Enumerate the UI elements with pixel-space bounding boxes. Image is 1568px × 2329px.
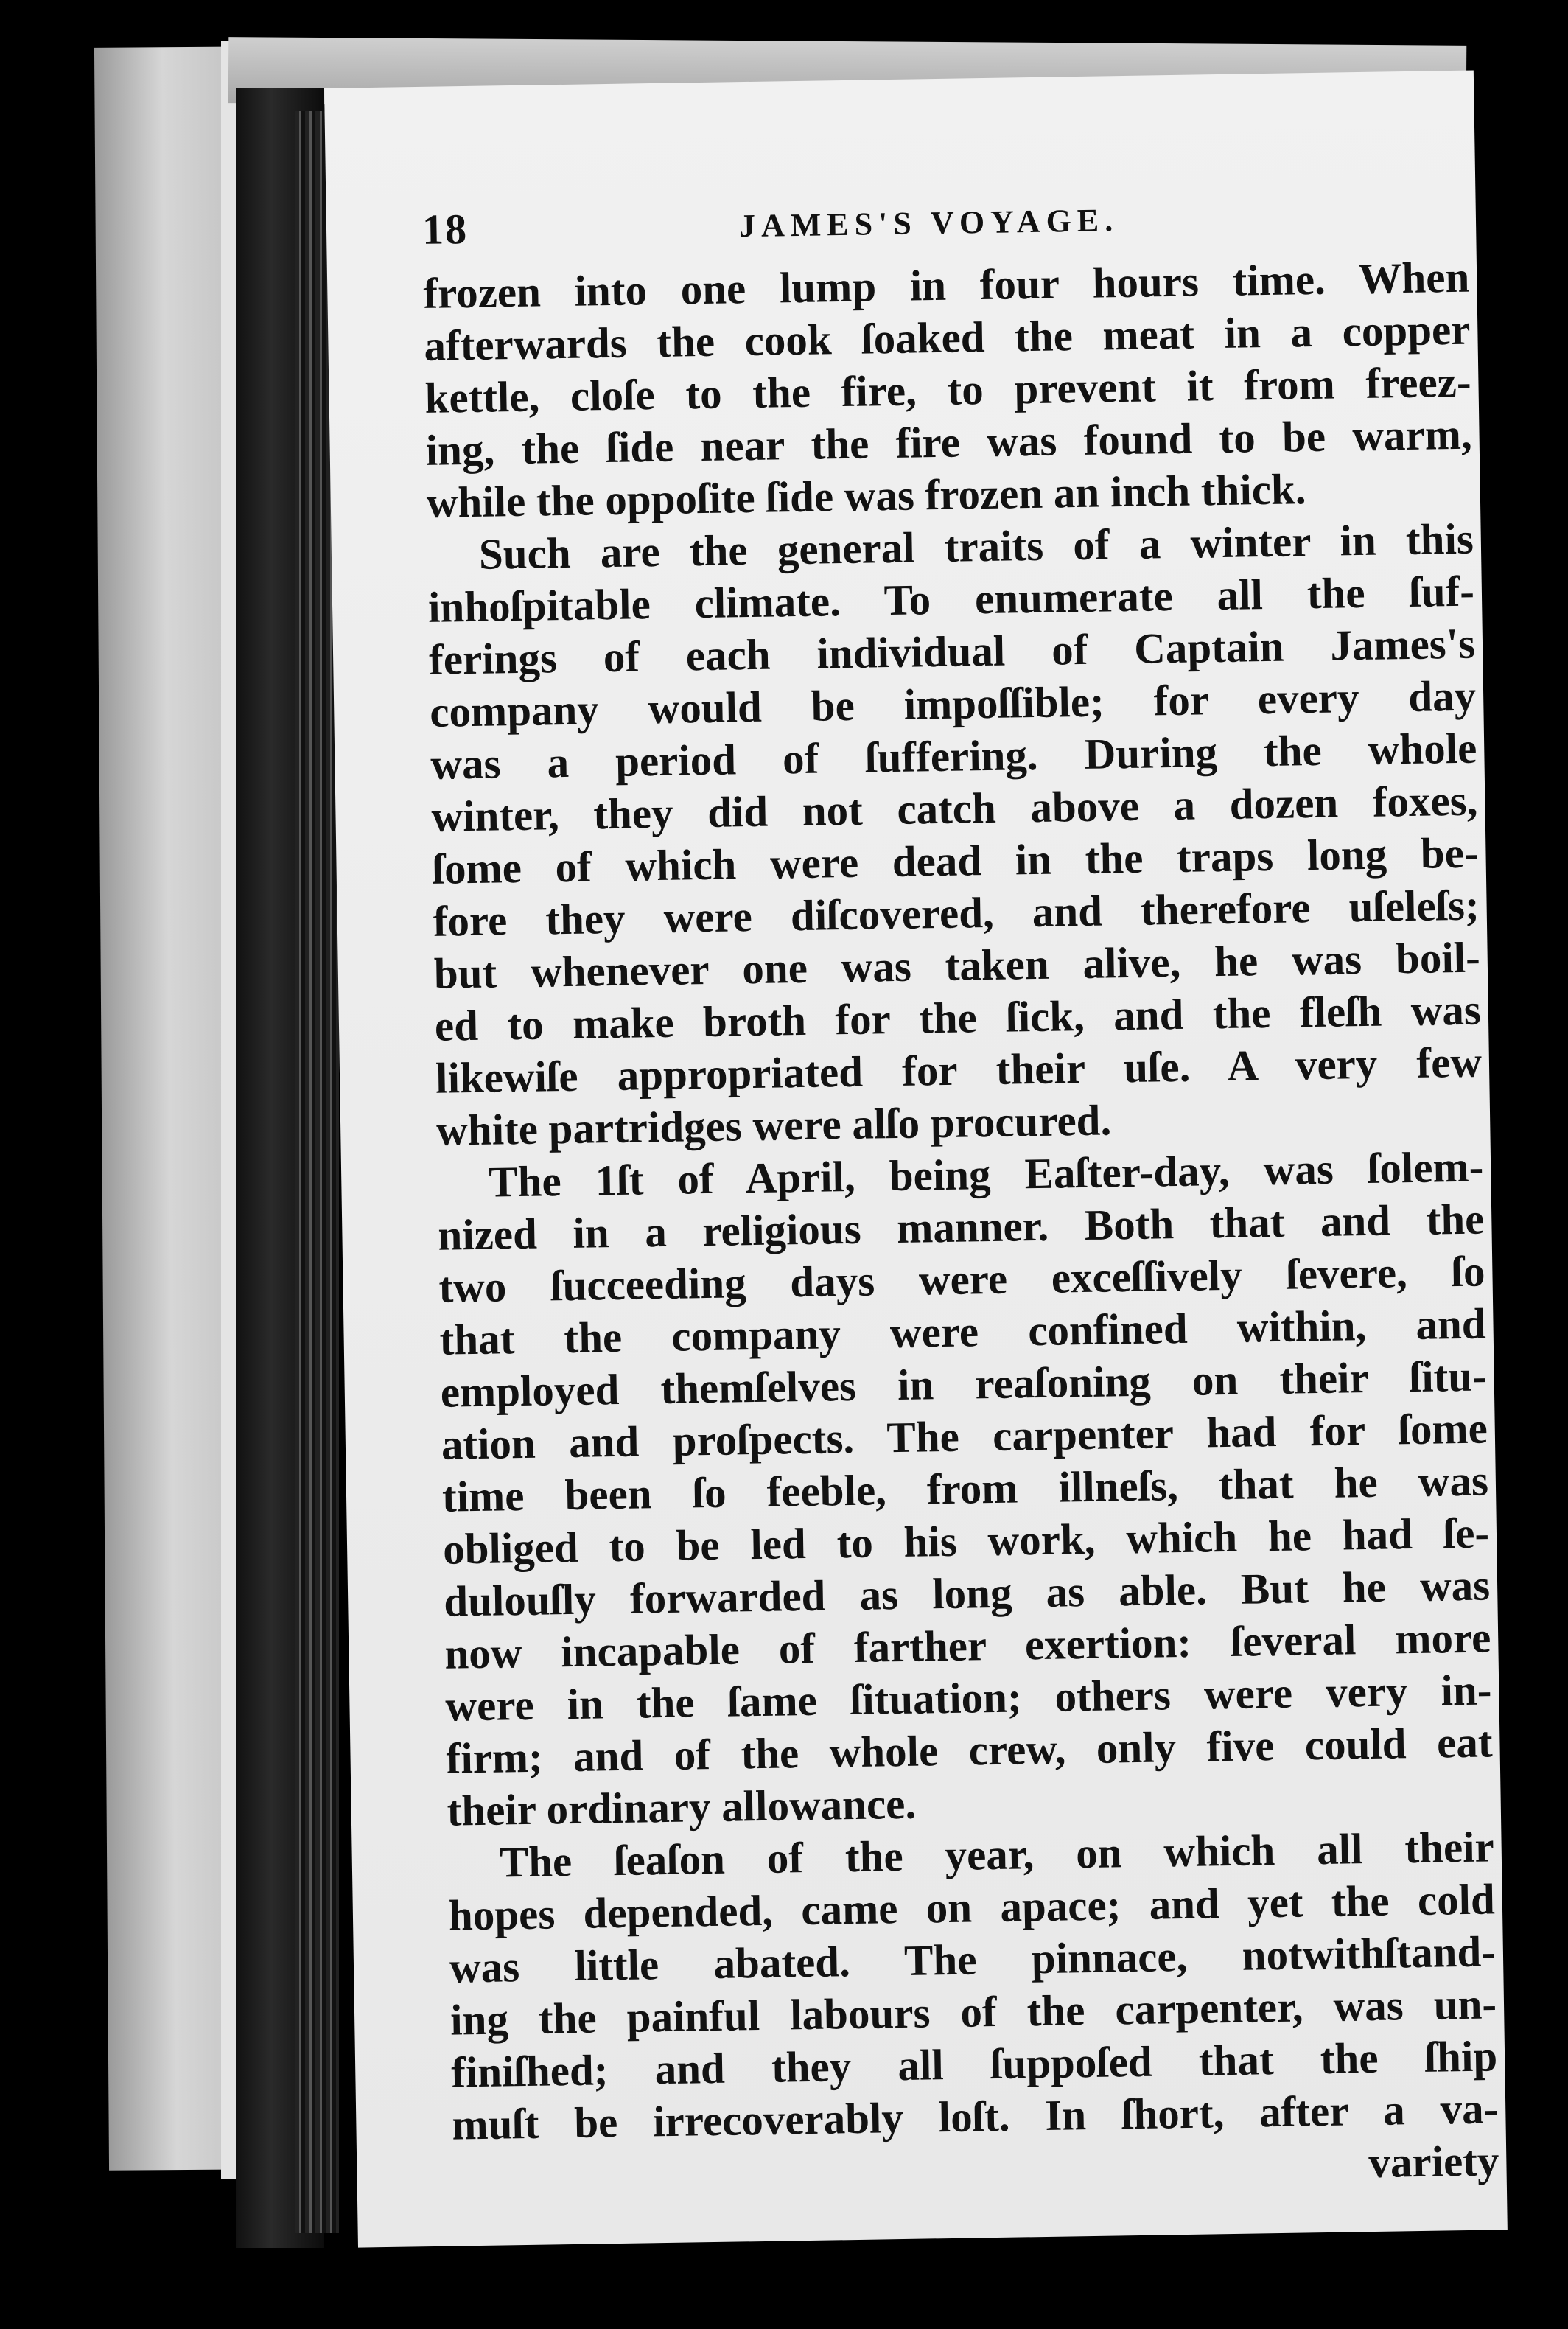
- text-line: firm; and of the whole crew, only five could eat: [446, 1717, 1493, 1783]
- text-line: white partridges were alſo procured.: [435, 1095, 1112, 1155]
- running-head: [421, 189, 1424, 256]
- text-line: fore they were diſcovered, and therefore uſeleſs;: [433, 880, 1480, 946]
- text-line: The 1ſt of April, being Eaſter-day, was ſolem-: [488, 1142, 1484, 1207]
- text-line: but whenever one was taken alive, he was boil-: [433, 932, 1481, 998]
- text-line: afterwards the cook ſoaked the meat in a copper: [423, 304, 1471, 370]
- text-line: inhoſpitable climate. To enumerate all the ſuf-: [427, 566, 1475, 632]
- text-line: Such are the general traits of a winter in this: [478, 514, 1474, 579]
- page-number: 18: [421, 204, 469, 254]
- running-title: JAMES'S VOYAGE.: [738, 202, 1119, 245]
- text-line: muſt be irrecoverably loſt. In ſhort, after a va-: [451, 2084, 1499, 2149]
- text-line: ed to make broth for the ſick, and the fleſh was: [434, 985, 1482, 1050]
- text-line: now incapable of farther exertion: ſeveral more: [444, 1613, 1491, 1678]
- text-line: were in the ſame ſituation; others were very in-: [444, 1665, 1492, 1731]
- text-line: kettle, cloſe to the fire, to prevent it from freez-: [424, 357, 1471, 422]
- text-line: ſome of which were dead in the traps long be-: [432, 828, 1479, 893]
- text-line: nized in a religious manner. Both that and the: [437, 1194, 1485, 1260]
- text-line: The ſeaſon of the year, on which all their: [499, 1822, 1495, 1887]
- text-line: frozen into one lump in four hours time. When: [422, 252, 1470, 318]
- text-line: dulouſly forwarded as long as able. But he was: [443, 1560, 1491, 1626]
- text-line: two ſucceeding days were exceſſively ſevere, ſo: [438, 1246, 1485, 1312]
- body-text: [423, 251, 1499, 2204]
- text-line: was a period of ſuffering. During the whole: [430, 723, 1477, 789]
- text-line: ferings of each individual of Captain James's: [428, 618, 1476, 684]
- text-line: hopes depended, came on apace; and yet the cold: [448, 1874, 1496, 1940]
- text-line: finiſhed; and they all ſuppoſed that the ſhip: [450, 2031, 1498, 2097]
- text-line: time been ſo feeble, from illneſs, that he was: [441, 1456, 1489, 1521]
- catchword: variety: [1368, 2136, 1499, 2187]
- text-line: their ordinary allowance.: [447, 1778, 917, 1835]
- book-page: [324, 70, 1508, 2247]
- text-line: ation and proſpects. The carpenter had for ſome: [441, 1403, 1488, 1469]
- text-line: while the oppoſite ſide was frozen an inch thick.: [426, 464, 1306, 527]
- text-line: likewiſe appropriated for their uſe. A very few: [435, 1037, 1483, 1103]
- text-line: employed themſelves in reaſoning on their ſitu-: [440, 1351, 1488, 1417]
- text-line: ing, the ſide near the fire was found to be warm,: [425, 409, 1473, 475]
- text-line: winter, they did not catch above a dozen foxes,: [431, 775, 1478, 841]
- text-line: that the company were confined within, and: [439, 1299, 1487, 1364]
- text-line: ing the painful labours of the carpenter, was un-: [449, 1979, 1497, 2045]
- text-line: company would be impoſſible; for every day: [429, 671, 1477, 736]
- text-line: obliged to be led to his work, which he had ſe-: [442, 1508, 1490, 1574]
- text-line: was little abated. The pinnace, notwithſtand-: [449, 1927, 1497, 1992]
